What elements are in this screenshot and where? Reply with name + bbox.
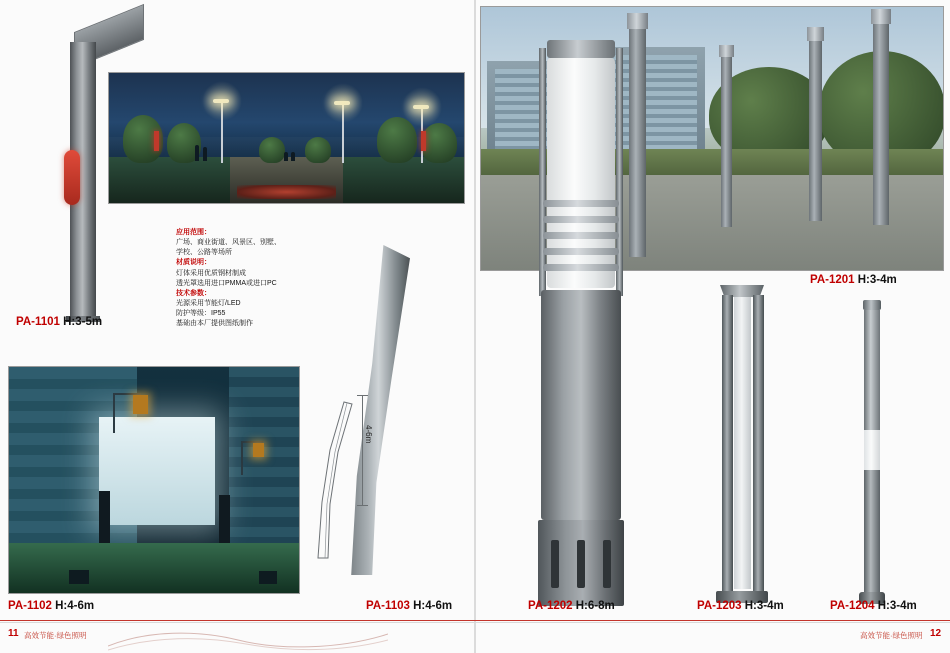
spec-line: 光源采用节能灯/LED [176,299,241,307]
product-height: H:3-4m [744,600,784,612]
street-lamp-head [719,45,734,57]
spec-heading-application: 应用范围： [176,229,211,236]
specification-block [176,228,296,329]
product-illustration-pa-1203 [712,285,774,610]
lamp-luminaire [253,443,264,457]
lamp-cap [547,40,615,58]
lamp-shaft-lower [864,470,880,592]
lamp-rail-right [753,295,764,591]
product-illustration-pa-1103 [310,245,430,575]
flower-bed [237,185,336,199]
product-code: PA-1101 [16,316,60,328]
lamp-glow [402,87,442,127]
dimension-label: 4-6m [364,425,373,444]
product-code: PA-1202 [528,600,573,612]
product-illustration-pa-1204 [855,300,889,610]
base-vent-slot [577,540,585,588]
product-code: PA-1102 [8,600,52,612]
outline-svg [314,400,358,560]
footer-ornament [108,626,388,652]
lamp-accent-panel [421,131,426,151]
diffuser-ring [543,264,619,271]
lamp-accent-panel [154,131,159,151]
diffuser-ring [543,216,619,223]
bollard-post [219,495,230,543]
product-height: H:4-6m [413,600,453,612]
product-height: H:3-5m [63,316,103,328]
lamp-rail-right [616,48,623,296]
product-code: PA-1103 [366,600,410,612]
footer-rule [0,620,950,621]
lamp-rail-left [539,48,546,296]
footer-tagline-left: 高效节能·绿色照明 [24,631,87,640]
lamp-rail-left [722,295,733,591]
spec-line: 广场、商业街道、风景区、别墅、 [176,239,281,247]
pedestrian [291,152,295,161]
plaza-floor [9,543,299,593]
product-illustration-pa-1202 [525,40,637,610]
lamp-shaft-upper [864,310,880,430]
pedestrian [284,152,288,161]
diffuser-ring [543,248,619,255]
planter [69,570,89,584]
product-code: PA-1203 [697,600,742,612]
lamp-diffuser [734,297,751,589]
base-vent-slot [603,540,611,588]
product-height: H:4-6m [55,600,95,612]
street-lamp-pole [873,17,889,225]
caption-pa-1204 [830,600,917,612]
footer-tagline-right: 高效节能·绿色照明 [860,631,923,640]
curved-lamp-outline-drawing [314,400,358,560]
spec-line: 灯体采用优质钢材制成 [176,269,246,277]
caption-pa-1103 [366,600,452,612]
illuminated-panel [99,417,215,525]
lamp-glow [202,81,242,121]
product-height: H:3-4m [877,600,917,612]
spec-heading-material: 材质说明： [176,259,211,267]
pedestrian [195,145,199,161]
footer-rule-secondary [0,622,950,623]
dimension-tick [357,395,368,396]
street-lamp-head [871,9,891,24]
street-lamp-head [627,13,648,29]
caption-pa-1202 [528,600,615,612]
caption-pa-1102 [8,600,94,612]
product-height: H:6-8m [575,600,615,612]
lamp-accent-panel [64,150,80,205]
caption-pa-1201 [810,274,897,286]
street-lamp-pole [721,51,732,227]
diffuser-ring [543,200,619,207]
lamp-diffuser [864,430,880,470]
street-lamp-pole [809,35,822,221]
product-height: H:3-4m [857,274,897,286]
page-number-left: 11 [8,628,19,639]
spec-line: 基础由本厂提供图纸制作 [176,320,253,328]
lamp-arm [241,441,243,475]
spec-line: 透光罩选用进口PMMA或进口PC [176,279,277,287]
lamp-arm [113,393,115,433]
tree [259,137,285,163]
product-code: PA-1201 [810,274,855,286]
lamp-shaft [541,290,621,520]
diffuser-ring [543,232,619,239]
photo-night-street-scene [108,72,465,204]
street-lamp-head [807,27,824,41]
spec-line: 防护等级：IP55 [176,310,226,318]
dimension-line [362,395,363,505]
lamp-luminaire [133,395,148,414]
bollard-post [99,491,110,543]
pedestrian [203,147,207,161]
base-vent-slot [551,540,559,588]
lamp-glow [323,83,363,123]
lamp-cap [863,300,881,310]
photo-building-night-scene [8,366,300,594]
product-code: PA-1204 [830,600,875,612]
caption-pa-1101 [16,316,102,328]
tree [305,137,331,163]
planter [259,571,277,584]
page-fold [474,0,476,653]
dimension-tick [357,505,368,506]
spec-heading-technical: 技术参数： [176,289,211,297]
page-number-right: 12 [930,628,942,639]
tree [421,123,457,163]
spec-line: 学校、公路等场所 [176,249,232,257]
caption-pa-1203 [697,600,784,612]
